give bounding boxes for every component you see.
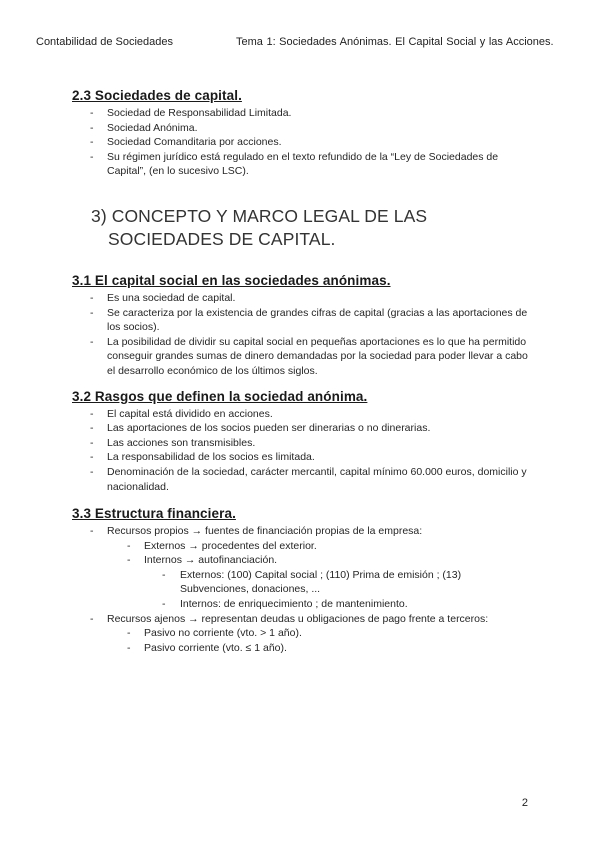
internos-sublist [72, 568, 532, 612]
list-item: - Pasivo corriente (vto. ≤ 1 año). [127, 641, 287, 654]
section-3-3-list [72, 524, 532, 539]
list-item: - La posibilidad de dividir su capital social en pequeñas aportaciones es lo que ha permitido conseguir grandes sumas de dinero demandadas por la sociedad para poder llevar a cabo el desarrollo económico de los últimos siglos. [90, 335, 528, 377]
section-3-1-list [72, 291, 532, 379]
list-item: - El capital está dividido en acciones. [90, 407, 273, 420]
list-item: - Externos → procedentes del exterior. [127, 539, 317, 552]
list-item: - Las acciones son transmisibles. [90, 436, 256, 449]
section-3-3-title: 3.3 Estructura financiera. [72, 506, 236, 522]
page-header [36, 36, 564, 50]
list-item: - Se caracteriza por la existencia de grandes cifras de capital (gracias a las aportaciones de los socios). [90, 306, 528, 334]
document-body [72, 88, 532, 655]
list-item: - Sociedad de Responsabilidad Limitada. [90, 107, 292, 119]
list-item: - Su régimen jurídico está regulado en el texto refundido de la “Ley de Sociedades de Capital”, (en lo sucesivo LSC). [90, 150, 499, 178]
list-item: - Internos → autofinanciación. [127, 554, 278, 567]
header-course-title: Contabilidad de Sociedades [36, 36, 173, 48]
section-3-2-title: 3.2 Rasgos que definen la sociedad anónima. [72, 388, 368, 404]
recursos-ajenos-sublist [72, 626, 532, 655]
section-3-3-list-ajenos [72, 612, 532, 627]
list-item: - Externos: (100) Capital social ; (110) Prima de emisión ; (13) Subvenciones, donaciones, ... [162, 568, 462, 596]
section-2-3-title: 2.3 Sociedades de capital. [72, 88, 242, 103]
list-item: - La responsabilidad de los socios es limitada. [90, 451, 315, 464]
list-item: - Las aportaciones de los socios pueden ser dinerarias o no dinerarias. [90, 422, 431, 435]
header-topic-title: Tema 1: Sociedades Anónimas. El Capital Social y las Acciones. [236, 36, 554, 48]
section-3-1-title: 3.1 El capital social en las sociedades anónimas. [72, 272, 391, 288]
list-item-recursos-propios: - Recursos propios → fuentes de financiación propias de la empresa: [90, 525, 423, 538]
list-item: - Sociedad Comanditaria por acciones. [90, 136, 282, 149]
list-item: - Es una sociedad de capital. [90, 291, 236, 304]
list-item: - Pasivo no corriente (vto. > 1 año). [127, 627, 302, 640]
list-item: - Internos: de enriquecimiento ; de mantenimiento. [162, 598, 408, 611]
list-item-recursos-ajenos: - Recursos ajenos → representan deudas u obligaciones de pago frente a terceros: [90, 612, 489, 625]
recursos-propios-sublist [72, 539, 532, 568]
page-number: 2 [521, 797, 528, 809]
section-3-title: 3) CONCEPTO Y MARCO LEGAL DE LAS SOCIEDADES DE CAPITAL. [91, 205, 428, 249]
list-item: - Sociedad Anónima. [90, 121, 198, 134]
list-item: - Denominación de la sociedad, carácter mercantil, capital mínimo 60.000 euros, domicilio y nacionalidad. [90, 465, 527, 493]
section-2-3-list [72, 106, 532, 179]
section-3-2-list [72, 407, 532, 495]
